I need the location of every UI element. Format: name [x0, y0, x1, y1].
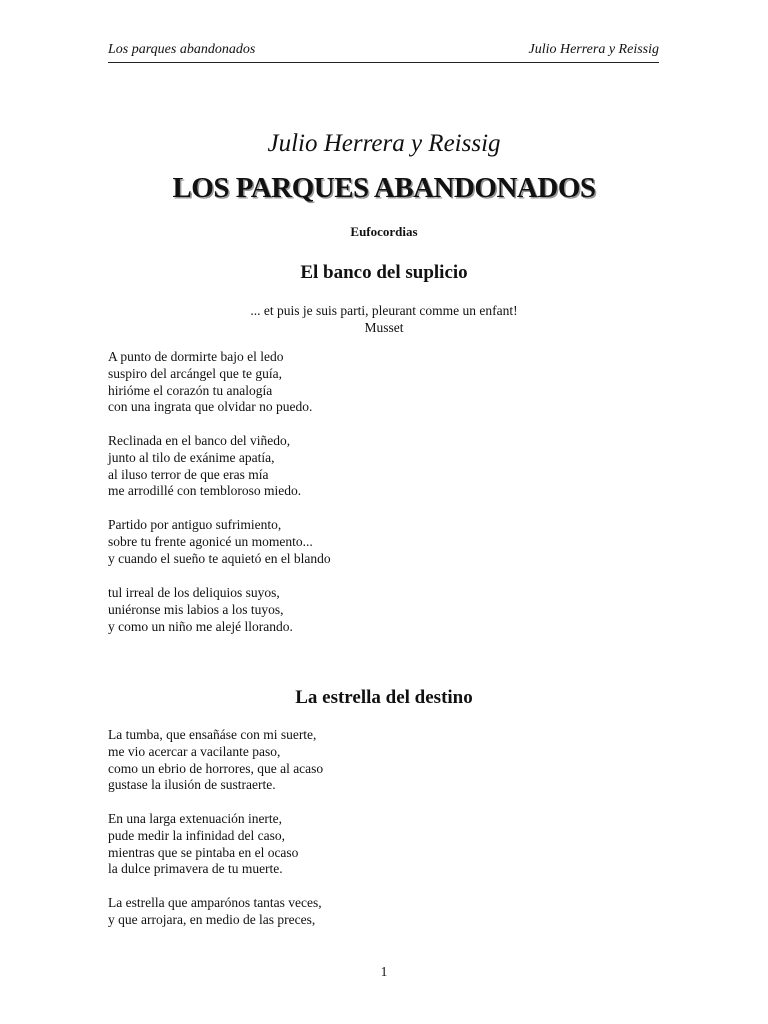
stanza: [108, 433, 301, 500]
verse-line: uniéronse mis labios a los tuyos,: [108, 601, 284, 617]
verse-line: hirióme el corazón tu analogía: [108, 382, 273, 398]
verse-line: al iluso terror de que eras mía: [108, 466, 269, 482]
verse-line: A punto de dormirte bajo el ledo: [108, 349, 284, 364]
stanza: [108, 811, 298, 878]
verse-line: Partido por antiguo sufrimiento,: [108, 517, 282, 532]
verse-line: junto al tilo de exánime apatía,: [108, 449, 275, 465]
verse-line: La tumba, que ensañáse con mi suerte,: [108, 727, 317, 742]
header-book-title: Los parques abandonados: [108, 42, 256, 57]
verse-line: me arrodillé con tembloroso miedo.: [108, 483, 302, 499]
book-title: LOS PARQUES ABANDONADOS: [172, 172, 596, 204]
verse-line: gustase la ilusión de sustraerte.: [108, 777, 276, 793]
poem-title: La estrella del destino: [295, 687, 473, 708]
verse-line: la dulce primavera de tu muerte.: [108, 861, 283, 877]
verse-line: y como un niño me alejé llorando.: [108, 618, 293, 634]
stanza: [108, 895, 322, 929]
header-author: Julio Herrera y Reissig: [528, 42, 659, 57]
running-header: [108, 42, 659, 63]
poem-title: El banco del suplicio: [300, 262, 468, 283]
verse-line: tul irreal de los deliquios suyos,: [108, 585, 280, 600]
section-subtitle: Eufocordias: [350, 224, 418, 239]
verse-line: y que arrojara, en medio de las preces,: [108, 911, 316, 927]
stanza: [108, 517, 331, 567]
verse-line: como un ebrio de horrores, que al acaso: [108, 760, 324, 776]
stanza: [108, 349, 312, 416]
epigraph-quote: ... et puis je suis parti, pleurant comme un enfant!: [250, 303, 518, 318]
verse-line: mientras que se pintaba en el ocaso: [108, 844, 299, 860]
epigraph-attribution: Musset: [364, 320, 404, 335]
verse-line: Reclinada en el banco del viñedo,: [108, 433, 291, 448]
verse-line: sobre tu frente agonicé un momento...: [108, 533, 313, 549]
verse-line: y cuando el sueño te aquietó en el blando: [108, 550, 331, 566]
verse-line: me vio acercar a vacilante paso,: [108, 743, 281, 759]
verse-line: pude medir la infinidad del caso,: [108, 827, 285, 843]
verse-line: suspiro del arcángel que te guía,: [108, 365, 282, 381]
page-number: 1: [380, 964, 388, 979]
author-name: Julio Herrera y Reissig: [267, 130, 501, 157]
verse-line: La estrella que amparónos tantas veces,: [108, 895, 322, 910]
verse-line: con una ingrata que olvidar no puedo.: [108, 399, 313, 415]
stanza: [108, 727, 323, 794]
verse-line: En una larga extenuación inerte,: [108, 811, 283, 826]
stanza: [108, 585, 293, 635]
epigraph: [0, 302, 768, 336]
